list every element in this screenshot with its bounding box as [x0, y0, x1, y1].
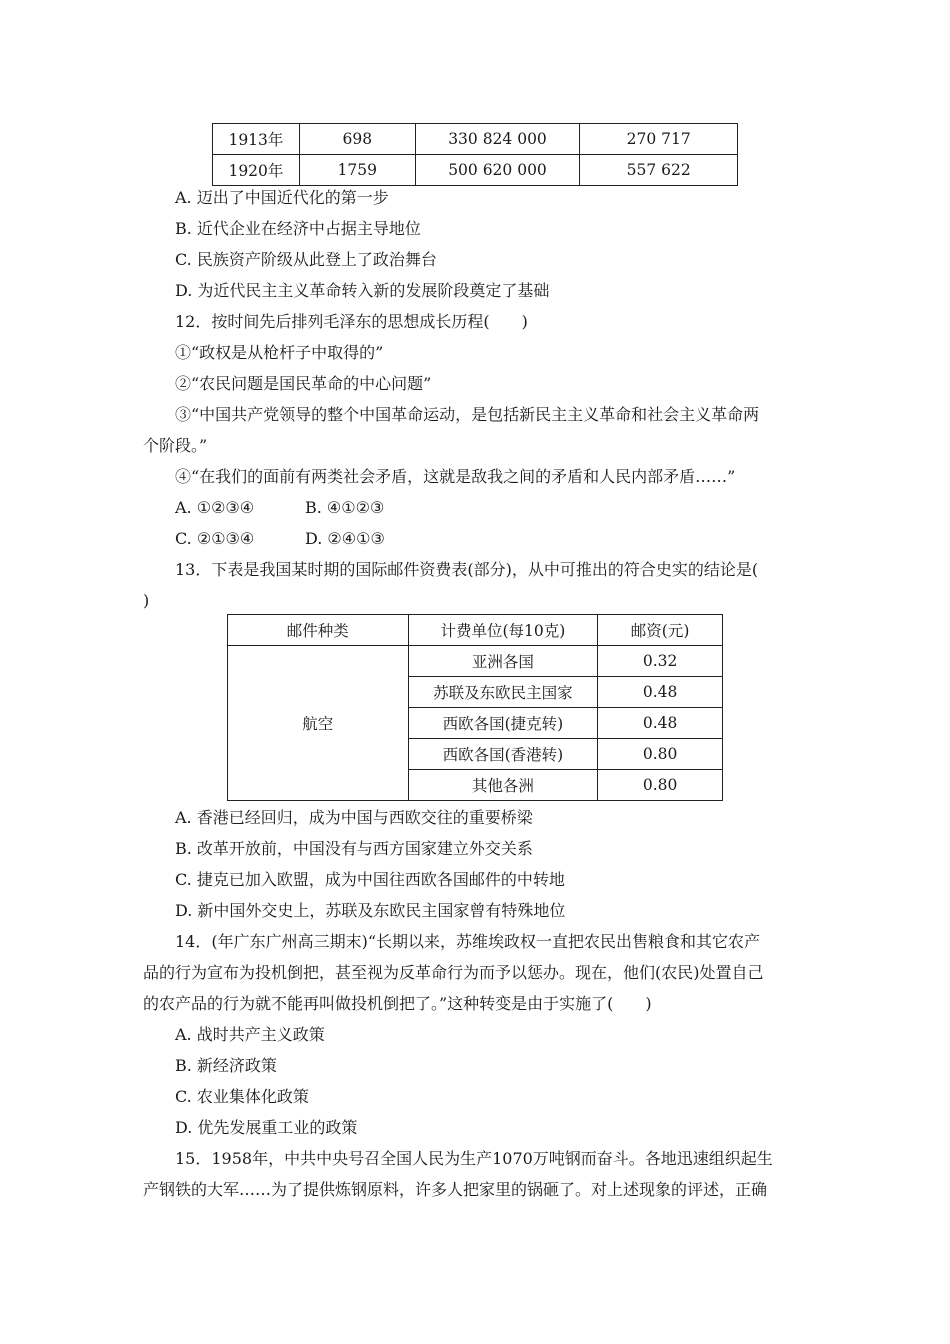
q14-option-d: D. 优先发展重工业的政策 [175, 1118, 358, 1137]
header-postage: 邮资(元) [598, 615, 723, 646]
postage-table [227, 614, 723, 801]
table-cell: 苏联及东欧民主国家 [408, 677, 598, 708]
q13-option-b: B. 改革开放前，中国没有与西方国家建立外交关系 [175, 839, 533, 858]
table-row [213, 155, 738, 186]
q14-option-a: A. 战时共产主义政策 [175, 1025, 325, 1044]
q11-option-a: A. 迈出了中国近代化的第一步 [175, 188, 389, 207]
table-cell: 西欧各国(捷克转) [408, 708, 598, 739]
table-cell: 1759 [299, 155, 415, 186]
table-cell: 1920年 [213, 155, 300, 186]
q12-item-3: ③“中国共产党领导的整个中国革命运动，是包括新民主主义革命和社会主义革命两 [175, 405, 760, 424]
table-cell: 0.48 [598, 708, 723, 739]
table-cell: 0.32 [598, 646, 723, 677]
q14-stem-line3: 的农产品的行为就不能再叫做投机倒把了。”这种转变是由于实施了( ) [143, 994, 652, 1013]
table-cell: 0.80 [598, 739, 723, 770]
q11-option-b: B. 近代企业在经济中占据主导地位 [175, 219, 421, 238]
q15-stem-line1: 15．1958年，中共中央号召全国人民为生产1070万吨钢而奋斗。各地迅速组织起生 [175, 1149, 773, 1168]
q12-option-c: C. ②①③④ [175, 529, 255, 548]
category-cell: 航空 [228, 646, 409, 801]
header-mail-type: 邮件种类 [228, 615, 409, 646]
table-cell: 698 [299, 124, 415, 155]
table-cell: 西欧各国(香港转) [408, 739, 598, 770]
production-table [212, 123, 738, 186]
table-cell: 330 824 000 [415, 124, 580, 155]
q12-item-2: ②“农民问题是国民革命的中心问题” [175, 374, 432, 393]
q14-option-c: C. 农业集体化政策 [175, 1087, 309, 1106]
table-cell: 1913年 [213, 124, 300, 155]
table-row [228, 646, 723, 677]
q12-item-3-cont: 个阶段。” [143, 436, 208, 455]
table-cell: 500 620 000 [415, 155, 580, 186]
table-cell: 0.48 [598, 677, 723, 708]
table-cell: 0.80 [598, 770, 723, 801]
table-header-row [228, 615, 723, 646]
header-unit: 计费单位(每10克) [408, 615, 598, 646]
q12-option-a: A. ①②③④ [175, 498, 255, 517]
q15-stem-line2: 产钢铁的大军……为了提供炼钢原料，许多人把家里的锅砸了。对上述现象的评述，正确 [143, 1180, 768, 1199]
q12-item-1: ①“政权是从枪杆子中取得的” [175, 343, 384, 362]
q11-option-d: D. 为近代民主主义革命转入新的发展阶段奠定了基础 [175, 281, 550, 300]
q12-stem: 12．按时间先后排列毛泽东的思想成长历程( ) [175, 312, 528, 331]
q14-option-b: B. 新经济政策 [175, 1056, 277, 1075]
q12-item-4: ④“在我们的面前有两类社会矛盾，这就是敌我之间的矛盾和人民内部矛盾……” [175, 467, 736, 486]
q12-option-d: D. ②④①③ [305, 529, 385, 548]
q13-option-c: C. 捷克已加入欧盟，成为中国往西欧各国邮件的中转地 [175, 870, 565, 889]
table-cell: 557 622 [580, 155, 738, 186]
table-cell: 其他各洲 [408, 770, 598, 801]
table-cell: 亚洲各国 [408, 646, 598, 677]
table-cell: 270 717 [580, 124, 738, 155]
q14-stem-line1: 14．(年广东广州高三期末)“长期以来，苏维埃政权一直把农民出售粮食和其它农产 [175, 932, 761, 951]
q13-option-d: D. 新中国外交史上，苏联及东欧民主国家曾有特殊地位 [175, 901, 566, 920]
q12-option-b: B. ④①②③ [305, 498, 385, 517]
q13-stem: 13．下表是我国某时期的国际邮件资费表(部分)，从中可推出的符合史实的结论是( [175, 560, 759, 579]
table-row [213, 124, 738, 155]
q13-stem-cont: ) [143, 591, 150, 610]
q14-stem-line2: 品的行为宣布为投机倒把，甚至视为反革命行为而予以惩办。现在，他们(农民)处置自己 [143, 963, 764, 982]
q13-option-a: A. 香港已经回归，成为中国与西欧交往的重要桥梁 [175, 808, 533, 827]
q11-option-c: C. 民族资产阶级从此登上了政治舞台 [175, 250, 437, 269]
